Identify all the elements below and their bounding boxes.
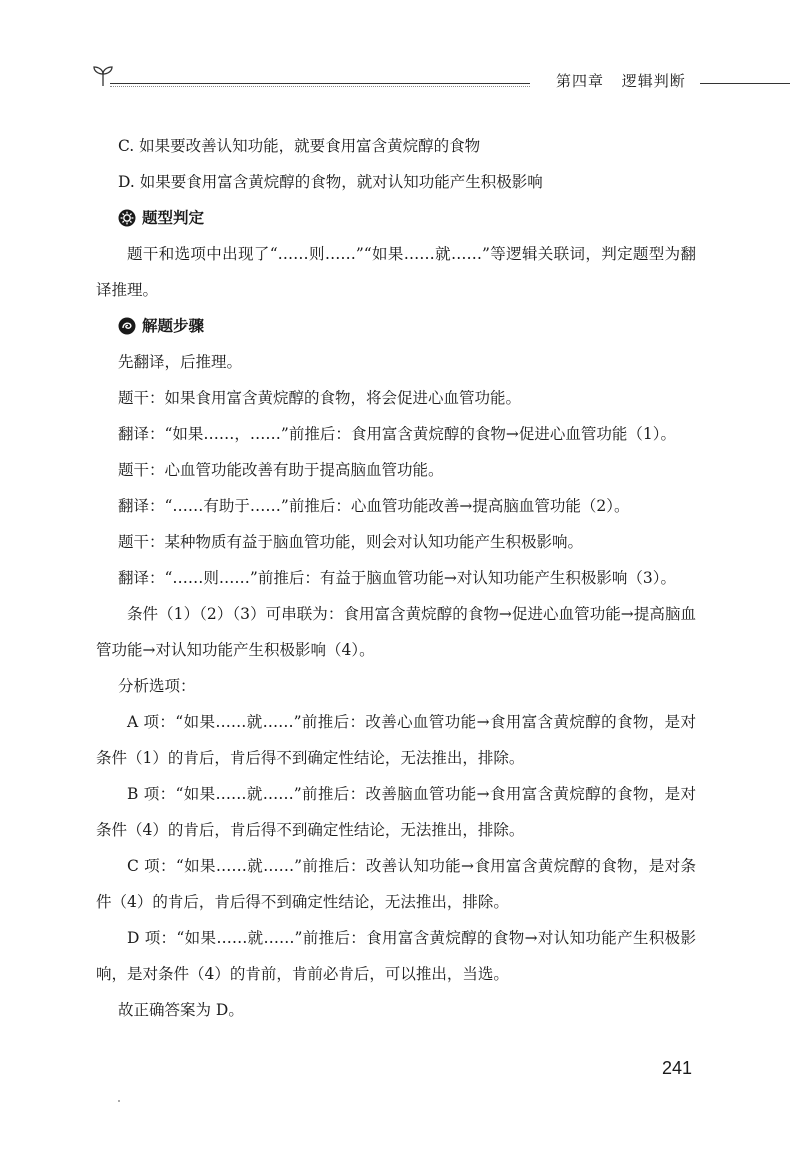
option-c: C. 如果要改善认知功能，就要食用富含黄烷醇的食物 [118,137,481,155]
steps-heading [96,308,696,344]
step-line: 题干：某种物质有益于脑血管功能，则会对认知功能产生积极影响。 [118,533,584,551]
analysis-option-a: A 项：“如果……就……”前推后：改善心血管功能→食用富含黄烷醇的食物，是对条件（1）的肯后，肯后得不到确定性结论，无法推出，排除。 [96,713,696,767]
page-number: 241 [662,1058,693,1078]
chain-paragraph: 条件（1）（2）（3）可串联为：食用富含黄烷醇的食物→促进心血管功能→提高脑血管功能→对认知功能产生积极影响（4）。 [96,605,696,659]
analysis-option-b: B 项：“如果……就……”前推后：改善脑血管功能→食用富含黄烷醇的食物，是对条件（4）的肯后，肯后得不到确定性结论，无法推出，排除。 [96,785,696,839]
option-d: D. 如果要食用富含黄烷醇的食物，就对认知功能产生积极影响 [118,173,543,191]
step-line: 翻译：“如果……，……”前推后：食用富含黄烷醇的食物→促进心血管功能（1）。 [118,425,676,443]
type-paragraph: 题干和选项中出现了“……则……”“如果……就……”等逻辑关联词，判定题型为翻译推理。 [96,245,696,299]
header-rule-left [110,83,530,84]
sun-gear-icon [118,209,136,227]
page-header [88,62,790,98]
chapter-heading [556,70,698,91]
chapter-number: 第四章 [556,72,605,90]
step-line: 先翻译，后推理。 [118,353,243,371]
type-heading [96,200,696,236]
step-line: 题干：如果食用富含黄烷醇的食物，将会促进心血管功能。 [118,389,522,407]
step-line: 题干：心血管功能改善有助于提高脑血管功能。 [118,461,444,479]
conclusion: 故正确答案为 D。 [118,1001,244,1019]
analysis-option-c: C 项：“如果……就……”前推后：改善认知功能→食用富含黄烷醇的食物，是对条件（4）的肯后，肯后得不到确定性结论，无法推出，排除。 [96,857,696,911]
analysis-option-d: D 项：“如果……就……”前推后：食用富含黄烷醇的食物→对认知功能产生积极影响，是对条件（4）的肯前，肯前必肯后，可以推出，当选。 [96,929,696,983]
header-rule-right [700,83,790,84]
steps-heading-label: 解题步骤 [142,316,205,335]
page-body [96,128,696,1028]
type-heading-label: 题型判定 [142,208,205,227]
swirl-badge-icon [118,317,136,335]
analyze-label: 分析选项： [118,677,196,695]
step-line: 翻译：“……有助于……”前推后：心血管功能改善→提高脑血管功能（2）。 [118,497,630,515]
chapter-title: 逻辑判断 [621,72,686,90]
scan-speck [118,1100,120,1102]
sprout-icon [90,62,116,88]
step-line: 翻译：“……则……”前推后：有益于脑血管功能→对认知功能产生积极影响（3）。 [118,569,676,587]
